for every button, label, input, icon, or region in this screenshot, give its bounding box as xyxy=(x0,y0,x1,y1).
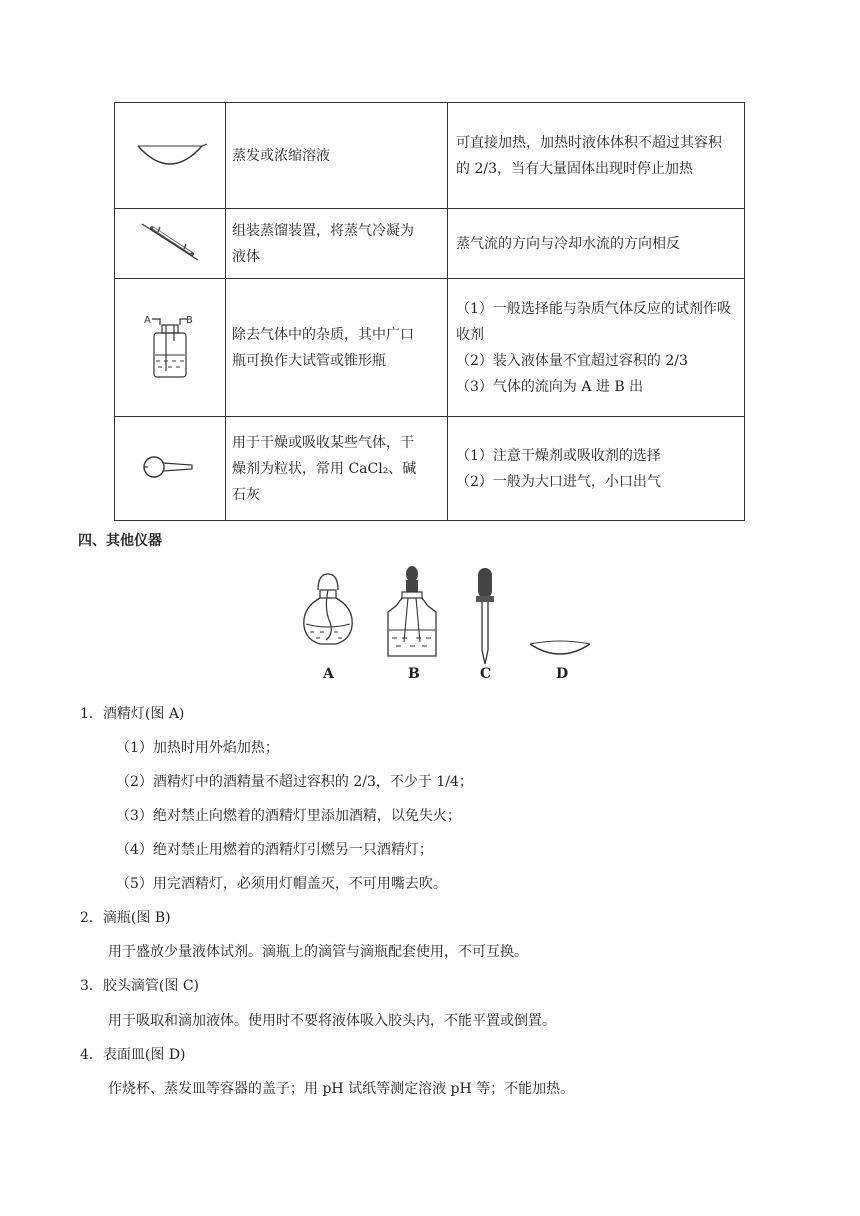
table-cell-notes: 可直接加热，加热时液体体积不超过其容积 的 2/3，当有大量固体出现时停止加热 xyxy=(448,103,745,209)
drying-tube-icon xyxy=(140,452,200,482)
table-cell-notes: （1）一般选择能与杂质气体反应的试剂作吸 收剂 （2）装入液体量不宜超过容积的 2/3 （3）气体的流向为 A 进 B 出 xyxy=(448,279,745,417)
table-row xyxy=(115,209,745,279)
table-cell-icon xyxy=(115,417,226,521)
figure-label-c: C xyxy=(480,666,492,682)
figure-label-d: D xyxy=(556,666,569,682)
evaporating-dish-icon xyxy=(130,134,210,174)
list-item: （2）酒精灯中的酒精量不超过容积的 2/3，不少于 1/4； xyxy=(116,774,473,790)
gas-inlet-label: A xyxy=(144,314,151,326)
figure-label-a: A xyxy=(323,666,334,682)
condenser-icon xyxy=(138,220,202,264)
item-body: 用于盛放少量液体试剂。滴瓶上的滴管与滴瓶配套使用，不可互换。 xyxy=(108,944,528,960)
item-title: 3．胶头滴管(图 C) xyxy=(80,978,199,994)
figure-label-b: B xyxy=(408,666,420,682)
table-cell-use: 组装蒸馏装置，将蒸气冷凝为 液体 xyxy=(226,209,448,279)
list-item: （1）加热时用外焰加热； xyxy=(116,740,279,756)
list-item: （5）用完酒精灯，必须用灯帽盖灭，不可用嘴去吹。 xyxy=(116,876,447,892)
item-body: 作烧杯、蒸发皿等容器的盖子；用 pH 试纸等测定溶液 pH 等；不能加热。 xyxy=(108,1081,575,1097)
item-title: 4．表面皿(图 D) xyxy=(80,1047,186,1063)
table-cell-use: 蒸发或浓缩溶液 xyxy=(226,103,448,209)
list-item: （4）绝对禁止用燃着的酒精灯引燃另一只酒精灯； xyxy=(116,842,433,858)
table-cell-icon xyxy=(115,209,226,279)
table-cell-use: 除去气体中的杂质，其中广口 瓶可换作大试管或锥形瓶 xyxy=(226,279,448,417)
watch-glass-icon xyxy=(530,641,590,654)
dropping-bottle-icon xyxy=(388,566,436,656)
alcohol-lamp-icon xyxy=(304,574,352,644)
table-cell-icon xyxy=(115,279,226,417)
table-cell-notes: （1）注意干燥剂或吸收剂的选择 （2）一般为大口进气，小口出气 xyxy=(448,417,745,521)
rubber-dropper-icon xyxy=(476,568,494,664)
gas-washing-bottle-icon xyxy=(140,311,200,381)
gas-outlet-label: B xyxy=(186,314,193,326)
table-cell-icon xyxy=(115,103,226,209)
table-cell-notes: 蒸气流的方向与冷却水流的方向相反 xyxy=(448,209,745,279)
section-title: 四、其他仪器 xyxy=(78,533,162,549)
list-item: （3）绝对禁止向燃着的酒精灯里添加酒精，以免失火； xyxy=(116,808,461,824)
instrument-table xyxy=(114,102,745,521)
table-cell-use: 用于干燥或吸收某些气体，干 燥剂为粒状，常用 CaCl₂、碱 石灰 xyxy=(226,417,448,521)
table-row xyxy=(115,279,745,417)
item-title: 2．滴瓶(图 B) xyxy=(80,910,171,926)
item-body: 用于吸取和滴加液体。使用时不要将液体吸入胶头内，不能平置或倒置。 xyxy=(108,1013,556,1029)
table-row xyxy=(115,103,745,209)
item-title: 1．酒精灯(图 A) xyxy=(80,706,185,722)
other-instruments-figure xyxy=(290,560,610,690)
table-row xyxy=(115,417,745,521)
